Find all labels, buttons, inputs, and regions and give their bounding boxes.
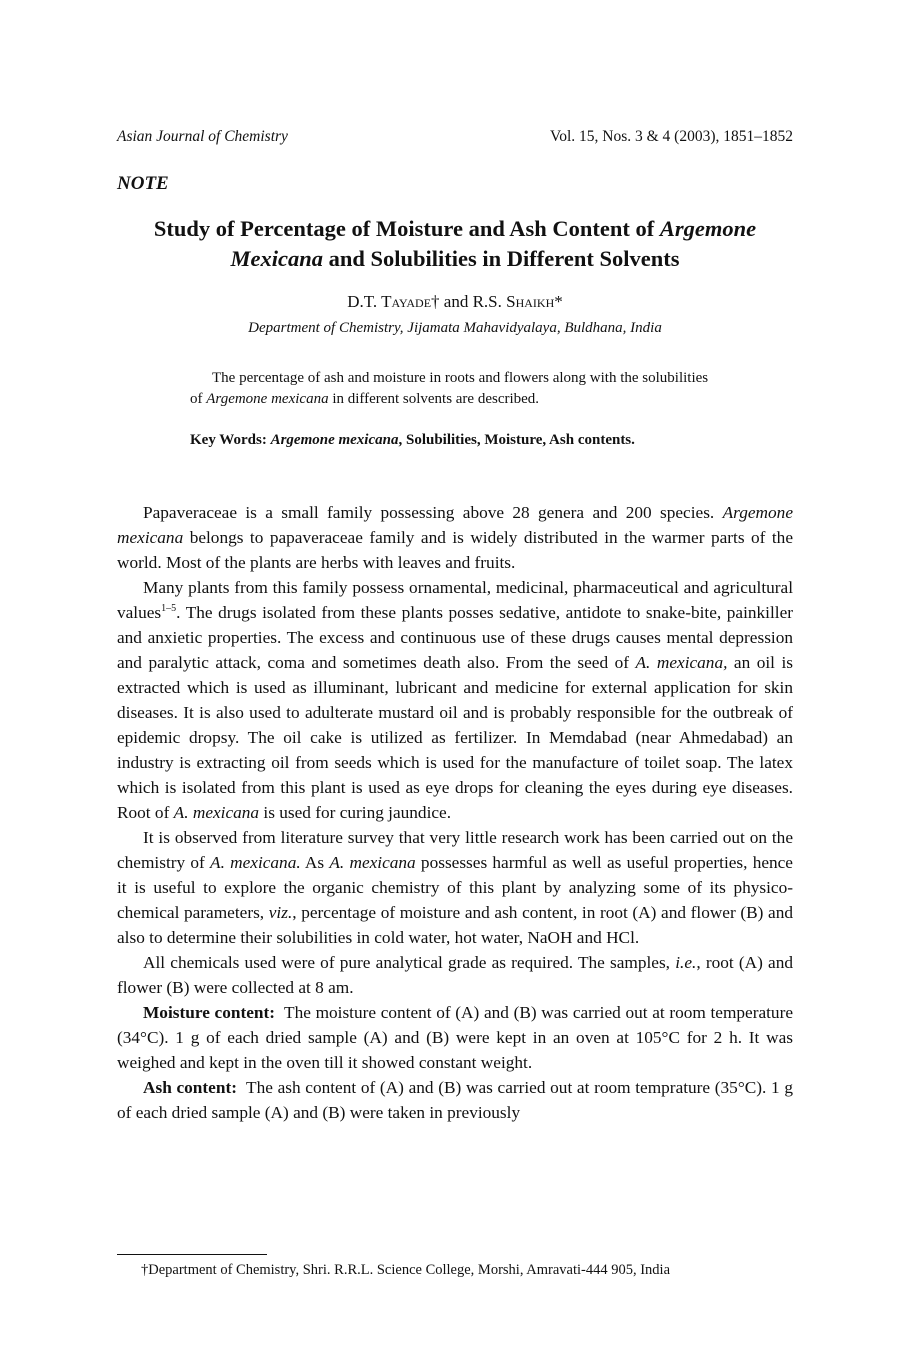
p4-italic: i.e. (675, 953, 697, 972)
title-italic: Argemone Mexicana (230, 216, 757, 271)
p3-text-b: As (300, 853, 330, 872)
abstract (190, 368, 718, 410)
p1-text-b: belongs to papaveraceae family and is widely distributed in the warmer parts of the world. Most of the plants are herbs with leaves and fruits. (117, 528, 793, 572)
paragraph-4 (117, 950, 793, 1000)
paragraph-3 (117, 825, 793, 950)
note-label: NOTE (117, 173, 169, 194)
p2-text-c: an oil is extracted which is used as illuminant, lubricant and medicine for external application for skin diseases. It is also used to adulterate mustard oil and is probably responsible for the outbreak of epidemic dropsy. The oil cake is utilized as fertilizer. In Memdabad (near Ahmedabad) an industry is extracting oil from seeds which is used for the manufacture of toilet soap. The latex which is isolated from this plant is used as eye drops for cleaning the eyes during eye diseases. Root of (117, 653, 793, 822)
keywords-rest: , Solubilities, Moisture, Ash contents. (398, 432, 635, 448)
p1-text-a: Papaveraceae is a small family possessing above 28 genera and 200 species. (143, 503, 723, 522)
running-header (117, 128, 793, 150)
abstract-italic: Argemone mexicana (206, 391, 329, 407)
paragraph-1 (117, 500, 793, 575)
title-part2: and Solubilities in Different Solvents (322, 246, 680, 271)
ash-text: The ash content of (A) and (B) was carried out at room temprature (35°C). 1 g of each dried sample (A) and (B) were taken in previously (117, 1078, 798, 1122)
title-part1: Study of Percentage of Moisture and Ash Content of (153, 216, 660, 241)
p2-text-b: . The drugs isolated from these plants posses sedative, antidote to snake-bite, painkiller and anxietic properties. The excess and continuous use of these drugs causes mental depression and paralytic attack, coma and sometimes death also. From the seed of (117, 603, 793, 672)
affiliation: Department of Chemistry, Jijamata Mahavidyalaya, Buldhana, India (248, 320, 662, 336)
author-1: D.T. Tayade† (347, 292, 440, 311)
p3-text-a: It is observed from literature survey that very little research work has been carried out on the chemistry of (117, 828, 793, 872)
footnote: †Department of Chemistry, Shri. R.R.L. Science College, Morshi, Amravati-444 905, India (141, 1262, 671, 1278)
p3-text-d: , percentage of moisture and ash content, in root (A) and flower (B) and also to determine their solubilities in cold water, hot water, NaOH and HCl. (117, 903, 793, 947)
volume-info: Vol. 15, Nos. 3 & 4 (2003), 1851–1852 (550, 128, 793, 145)
p4-text-b: , root (A) and flower (B) were collected at 8 am. (117, 953, 793, 997)
p2-italic-2: A. mexicana (173, 803, 260, 822)
paragraph-moisture (117, 1000, 798, 1075)
p2-citation: 1–5 (161, 603, 177, 615)
p2-text-a: Many plants from this family possess ornamental, medicinal, pharmaceutical and agricultural values (117, 578, 793, 622)
author-2: R.S. Shaikh* (472, 292, 563, 311)
keywords-italic: Argemone mexicana (270, 432, 399, 448)
p2-text-d: is used for curing jaundice. (259, 803, 452, 822)
p3-italic-2: A. mexicana (329, 853, 416, 872)
p3-text-c: possesses harmful as well as useful properties, hence it is useful to explore the organic chemistry of this plant by analyzing some of its physico-chemical parameters, (117, 853, 793, 922)
moisture-heading: Moisture content: (143, 1003, 276, 1022)
p4-text-a: All chemicals used were of pure analytical grade as required. The samples, (143, 953, 676, 972)
p2-italic-1: A. mexicana, (635, 653, 728, 672)
moisture-text: The moisture content of (A) and (B) was carried out at room temperature (34°C). 1 g of each dried sample (A) and (B) were kept in an oven at 105°C for 2 h. It was weighed and kept in the oven till it showed constant weight. (117, 1003, 798, 1072)
author-connector: and (439, 292, 473, 311)
paragraph-ash (117, 1075, 798, 1125)
paper-title (110, 214, 800, 274)
p3-italic-3: viz. (268, 903, 293, 922)
keywords-label: Key Words: (190, 432, 271, 448)
authors (110, 292, 800, 312)
footnote-rule (117, 1254, 267, 1255)
journal-name: Asian Journal of Chemistry (117, 128, 288, 145)
body-text (117, 500, 798, 1125)
p1-italic: Argemone mexicana (117, 503, 793, 547)
abstract-part2: in different solvents are described. (328, 391, 540, 407)
p3-italic-1: A. mexicana. (210, 853, 301, 872)
paragraph-2 (117, 575, 793, 825)
keywords (190, 430, 718, 451)
abstract-part1: The percentage of ash and moisture in roots and flowers along with the solubilities of (190, 370, 709, 407)
ash-heading: Ash content: (143, 1078, 237, 1097)
